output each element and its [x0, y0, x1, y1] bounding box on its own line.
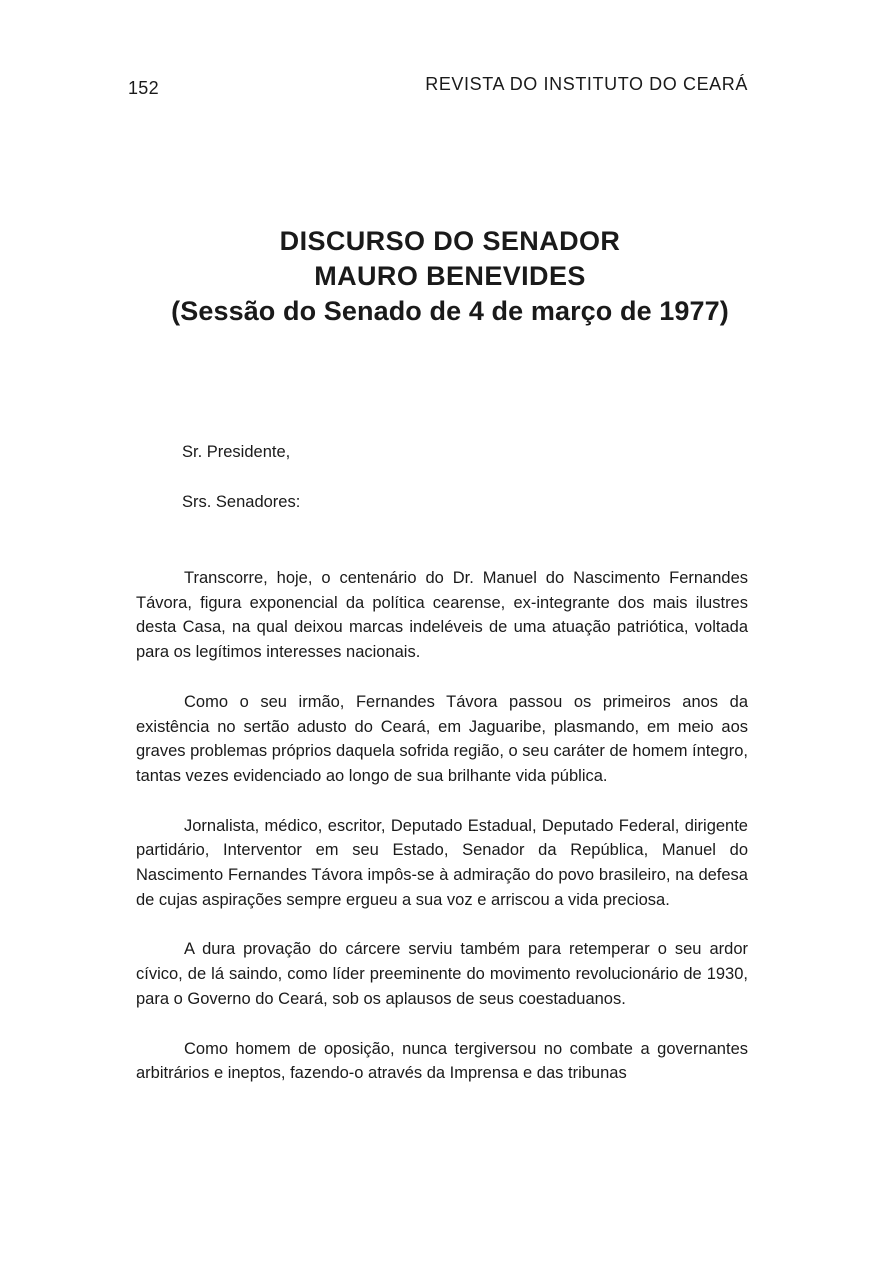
paragraph-5: Como homem de oposição, nunca tergiversou no combate a governantes arbitrários e ineptos, fazendo-o através da Imprensa e das tribunas — [136, 1039, 748, 1083]
title-line-1: DISCURSO DO SENADOR — [279, 226, 621, 256]
speech-title — [100, 224, 800, 329]
paragraph-1: Transcorre, hoje, o centenário do Dr. Manuel do Nascimento Fernandes Távora, figura exponencial da política cearense, ex-integrante dos mais ilustres desta Casa, na qual deixou marcas indeléveis de uma atuação patriótica, voltada para os legítimos interesses nacionais. — [136, 569, 748, 662]
paragraph-4: A dura provação do cárcere serviu também para retemperar o seu ardor cívico, de lá saindo, como líder preeminente do movimento revolucionário de 1930, para o Governo do Ceará, sob os aplausos de seus coestaduanos. — [136, 940, 748, 1008]
paragraph-2: Como o seu irmão, Fernandes Távora passou os primeiros anos da existência no sertão adusto do Ceará, em Jaguaribe, plasmando, em meio aos graves problemas próprios daquela sofrida região, o seu caráter de homem íntegro, tantas vezes evidenciado ao longo de sua brilhante vida pública. — [136, 692, 748, 785]
page-number: 152 — [128, 78, 159, 98]
journal-title: REVISTA DO INSTITUTO DO CEARÁ — [425, 74, 748, 94]
salutation-senators: Srs. Senadores: — [182, 493, 301, 511]
paragraph-3: Jornalista, médico, escritor, Deputado Estadual, Deputado Federal, dirigente partidário, Interventor em seu Estado, Senador da República, Manuel do Nascimento Fernandes Távora impôs-se à admiração do povo brasileiro, na defesa de cujas aspirações sempre ergueu a sua voz e arriscou a vida preciosa. — [136, 816, 748, 909]
title-line-2: MAURO BENEVIDES — [314, 261, 586, 291]
salutation-president: Sr. Presidente, — [182, 443, 291, 461]
running-head — [128, 74, 748, 98]
speech-body — [136, 566, 748, 1086]
title-subtitle: (Sessão do Senado de 4 de março de 1977) — [171, 296, 729, 326]
